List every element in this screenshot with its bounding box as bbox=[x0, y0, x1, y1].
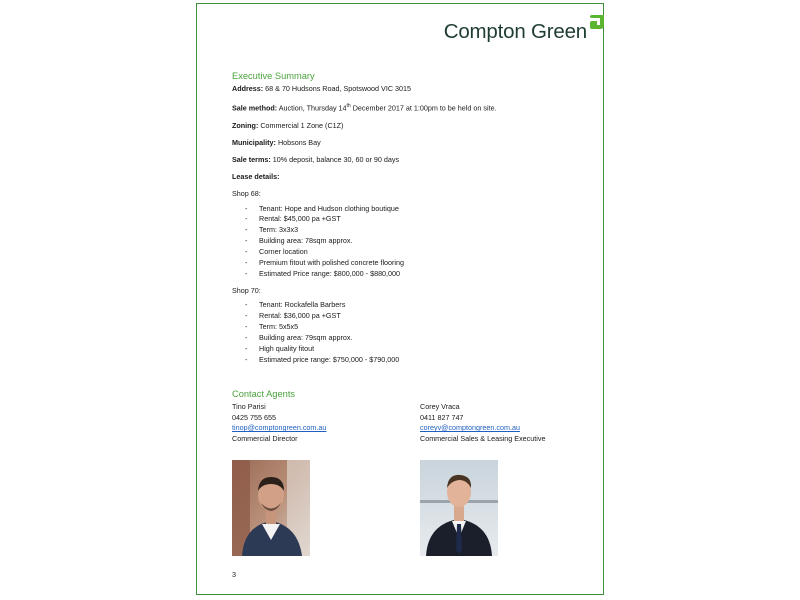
list-item: - Estimated price range: $750,000 - $790,000 bbox=[232, 355, 592, 366]
page-number: 3 bbox=[232, 570, 236, 579]
agent-photo bbox=[420, 460, 498, 556]
sale-method-value-rest: December 2017 at 1:00pm to be held on site. bbox=[350, 103, 497, 113]
shop-68-list bbox=[232, 204, 592, 280]
agent-card bbox=[420, 402, 600, 444]
list-item: - Building area: 78sqm approx. bbox=[232, 236, 592, 247]
list-item: - Estimated Price range: $800,000 - $880,000 bbox=[232, 269, 592, 280]
shop-heading: Shop 68: bbox=[232, 188, 261, 198]
list-item: - Tenant: Rockafella Barbers bbox=[232, 300, 592, 311]
agent-email-link[interactable]: tinop@comptongreen.com.au bbox=[232, 423, 327, 432]
municipality-label: Municipality: bbox=[232, 137, 276, 147]
list-item: - Rental: $36,000 pa +GST bbox=[232, 311, 592, 322]
zoning-label: Zoning: bbox=[232, 120, 259, 130]
shop-heading: Shop 70: bbox=[232, 285, 261, 295]
agent-phone[interactable]: 0425 755 655 bbox=[232, 412, 276, 422]
leaf-logo-icon bbox=[589, 14, 605, 30]
list-item: - Building area: 79sqm approx. bbox=[232, 333, 592, 344]
agent-role: Commercial Sales & Leasing Executive bbox=[420, 433, 546, 443]
list-item: - High quality fitout bbox=[232, 344, 592, 355]
sale-method-line bbox=[232, 102, 592, 113]
lease-details-label: Lease details: bbox=[232, 171, 280, 181]
list-item: - Corner location bbox=[232, 247, 592, 258]
zoning-line bbox=[232, 122, 592, 131]
sale-method-value: Auction, Thursday 14 bbox=[278, 103, 347, 113]
zoning-value: Commercial 1 Zone (C1Z) bbox=[260, 120, 344, 130]
sale-terms-label: Sale terms: bbox=[232, 154, 271, 164]
company-logo bbox=[435, 14, 605, 44]
list-item: - Term: 5x5x5 bbox=[232, 322, 592, 333]
municipality-value: Hobsons Bay bbox=[277, 137, 321, 147]
address-line bbox=[232, 85, 592, 94]
document-page bbox=[196, 3, 604, 595]
sale-method-sup: th bbox=[346, 103, 351, 110]
logo-text: Compton Green bbox=[443, 20, 587, 43]
lease-details-line bbox=[232, 173, 592, 182]
municipality-line bbox=[232, 139, 592, 148]
agent-phone[interactable]: 0411 827 747 bbox=[420, 412, 464, 422]
agent-role: Commercial Director bbox=[232, 433, 298, 443]
sale-method-label: Sale method: bbox=[232, 103, 278, 113]
agent-card bbox=[232, 402, 412, 444]
address-label: Address: bbox=[232, 84, 264, 93]
agent-name: Corey Vraca bbox=[420, 402, 460, 411]
list-item: - Term: 3x3x3 bbox=[232, 225, 592, 236]
section-title-summary: Executive Summary bbox=[232, 71, 315, 81]
section-title-contacts: Contact Agents bbox=[232, 389, 296, 399]
contact-agents bbox=[232, 389, 592, 443]
agent-portrait-image bbox=[420, 460, 498, 556]
list-item: - Rental: $45,000 pa +GST bbox=[232, 214, 592, 225]
shop-70-list bbox=[232, 300, 592, 365]
sale-terms-line bbox=[232, 156, 592, 165]
executive-summary bbox=[232, 71, 592, 366]
sale-terms-value: 10% deposit, balance 30, 60 or 90 days bbox=[272, 154, 400, 164]
agent-portrait-image bbox=[232, 460, 310, 556]
agent-photo bbox=[232, 460, 310, 556]
agent-name: Tino Parisi bbox=[232, 402, 266, 411]
address-value: 68 & 70 Hudsons Road, Spotswood VIC 3015 bbox=[265, 84, 411, 93]
agent-email-link[interactable]: coreyv@comptongreen.com.au bbox=[420, 423, 520, 432]
list-item: - Tenant: Hope and Hudson clothing boutique bbox=[232, 204, 592, 215]
list-item: - Premium fitout with polished concrete flooring bbox=[232, 258, 592, 269]
